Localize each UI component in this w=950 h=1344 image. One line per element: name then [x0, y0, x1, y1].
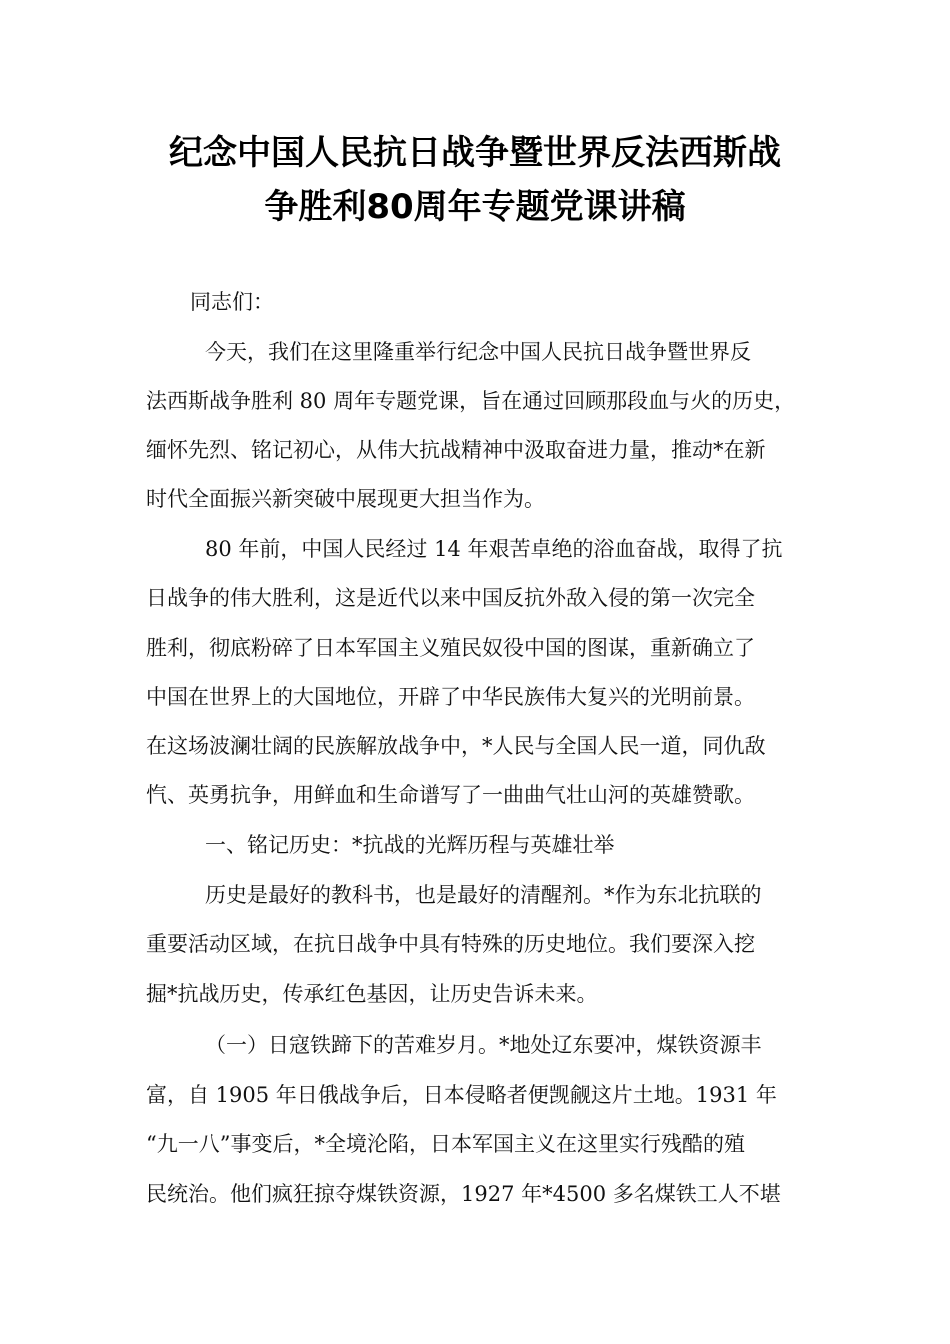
paragraph-line: 时代全面振兴新突破中展现更大担当作为。: [146, 487, 545, 511]
document-title-line-1: 纪念中国人民抗日战争暨世界反法西斯战: [169, 133, 781, 173]
paragraph-line: 胜利，彻底粉碎了日本军国主义殖民奴役中国的图谋，重新确立了: [146, 636, 755, 660]
salutation: 同志们：: [190, 290, 274, 314]
paragraph-line: 中国在世界上的大国地位，开辟了中华民族伟大复兴的光明前景。: [146, 685, 755, 709]
paragraph-line: 在这场波澜壮阔的民族解放战争中，*人民与全国人民一道，同仇敌: [146, 734, 766, 758]
paragraph-line: 民统治。他们疯狂掠夺煤铁资源，1927 年*4500 多名煤铁工人不堪: [146, 1182, 781, 1206]
paragraph-line: 日战争的伟大胜利，这是近代以来中国反抗外敌入侵的第一次完全: [146, 586, 755, 610]
document-title-line-2: 争胜利80周年专题党课讲稿: [264, 187, 686, 227]
paragraph-line: 缅怀先烈、铭记初心，从伟大抗战精神中汲取奋进力量，推动*在新: [146, 438, 766, 462]
paragraph-line: 重要活动区域，在抗日战争中具有特殊的历史地位。我们要深入挖: [146, 932, 755, 956]
paragraph-line: 历史是最好的教科书，也是最好的清醒剂。*作为东北抗联的: [205, 883, 762, 907]
paragraph-line: 今天，我们在这里隆重举行纪念中国人民抗日战争暨世界反: [205, 340, 751, 364]
paragraph-line: 忾、英勇抗争，用鲜血和生命谱写了一曲曲气壮山河的英雄赞歌。: [146, 783, 755, 807]
paragraph-line: 法西斯战争胜利 80 周年专题党课，旨在通过回顾那段血与火的历史，: [146, 389, 796, 413]
paragraph-line: 掘*抗战历史，传承红色基因，让历史告诉未来。: [146, 982, 598, 1006]
paragraph-line: “九一八”事变后，*全境沦陷，日本军国主义在这里实行残酷的殖: [146, 1132, 745, 1156]
paragraph-line: 80 年前，中国人民经过 14 年艰苦卓绝的浴血奋战，取得了抗: [205, 537, 783, 561]
paragraph-line: （一）日寇铁蹄下的苦难岁月。*地处辽东要冲，煤铁资源丰: [205, 1033, 762, 1057]
paragraph-line: 富，自 1905 年日俄战争后，日本侵略者便觊觎这片土地。1931 年: [146, 1083, 777, 1107]
section-heading: 一、铭记历史：*抗战的光辉历程与英雄壮举: [205, 833, 615, 857]
